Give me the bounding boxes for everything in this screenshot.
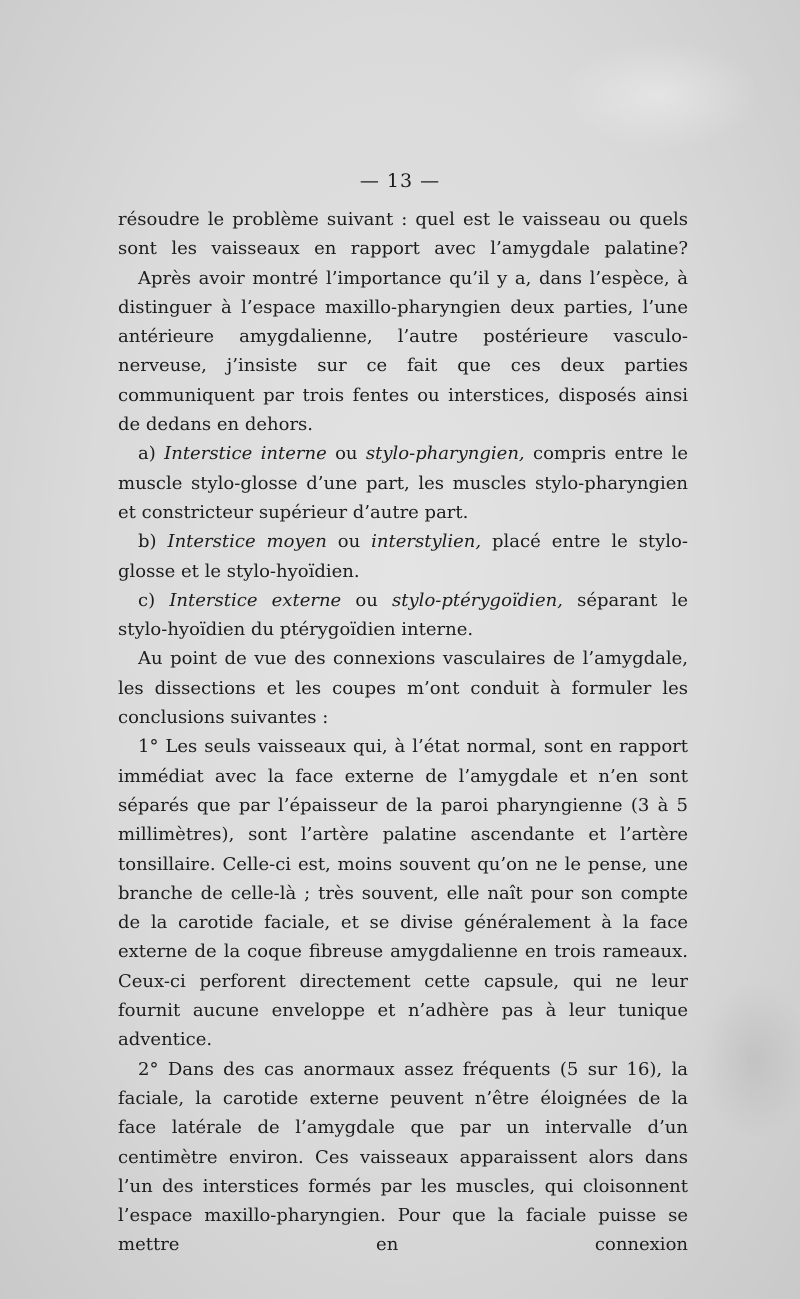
term-italic: interstylien, [371,531,482,553]
joiner: ou [335,443,358,465]
body-text [118,205,688,1260]
paragraph-interstice-b [118,527,688,586]
paragraph-interstice-a [118,439,688,527]
term-italic: Interstice moyen [167,531,327,553]
paper-stain [560,40,760,150]
paragraph-rest: compris entre le muscle stylo-glosse d’une part, les muscles stylo-pharyngien et constricteur supérieur d’autre part. [118,443,688,523]
paragraph-connexions: Au point de vue des connexions vasculaires de l’amygdale, les dissections et les coupes m’ont conduit à formuler les conclusions suivantes : [118,648,688,729]
term-italic: Interstice externe [169,589,342,611]
paragraph-interstice-c [118,586,688,645]
term-italic: stylo-ptérygoïdien, [392,589,563,611]
term-italic: Interstice interne [164,443,327,465]
paragraph-conclusion-1: 1° Les seuls vaisseaux qui, à l’état normal, sont en rapport immédiat avec la face externe de l’amygdale et n’en sont séparés que par l’épaisseur de la paroi pharyngienne (3 à 5 millimètres), sont l’artère palatine ascendante et l’artère tonsillaire. Celle-ci est, moins souvent qu’on ne le pense, une branche de celle-là ; très souvent, elle naît pour son compte de la carotide faciale, et se divise généralement à la face externe de la coque fibreuse amygdalienne en trois rameaux. Ceux-ci perforent directement cette capsule, qui ne leur fournit aucune enveloppe et n’adhère pas à leur tunique adventice. [118,736,688,1051]
list-marker: c) [138,589,156,611]
paragraph-rest: séparant le stylo-hyoïdien du ptérygoïdien interne. [118,589,689,641]
paragraph-conclusion-2: 2° Dans des cas anormaux assez fréquents (5 sur 16), la faciale, la carotide externe peuvent n’être éloignées de la face latérale de l’amygdale que par un intervalle d’un centimètre environ. Ces vaisseaux apparaissent alors dans l’un des interstices formés par les muscles, qui cloisonnent l’espace maxillo-pharyngien. Pour que la faciale puisse se mettre en connexion [118,1058,688,1256]
page-number: — 13 — [359,170,441,192]
term-italic: stylo-pharyngien, [365,443,525,465]
list-marker: b) [138,531,157,553]
paragraph-rest: placé entre le stylo-glosse et le stylo-hyoïdien. [118,531,688,582]
joiner: ou [337,531,361,553]
joiner: ou [355,589,378,611]
paragraph-interstices: Après avoir montré l’importance qu’il y a, dans l’espèce, à distinguer à l’espace maxillo-pharyngien deux parties, l’une antérieure amygdalienne, l’autre postérieure vasculo-nerveuse, j’insiste sur ce fait que ces deux parties communiquent par trois fentes ou interstices, disposés ainsi de dedans en dehors. [118,267,688,436]
list-marker: a) [138,443,156,465]
paper-stain [700,980,800,1140]
paragraph-intro: résoudre le problème suivant : quel est le vaisseau ou quels sont les vaisseaux en rapport avec l’amygdale palatine? [118,209,688,260]
